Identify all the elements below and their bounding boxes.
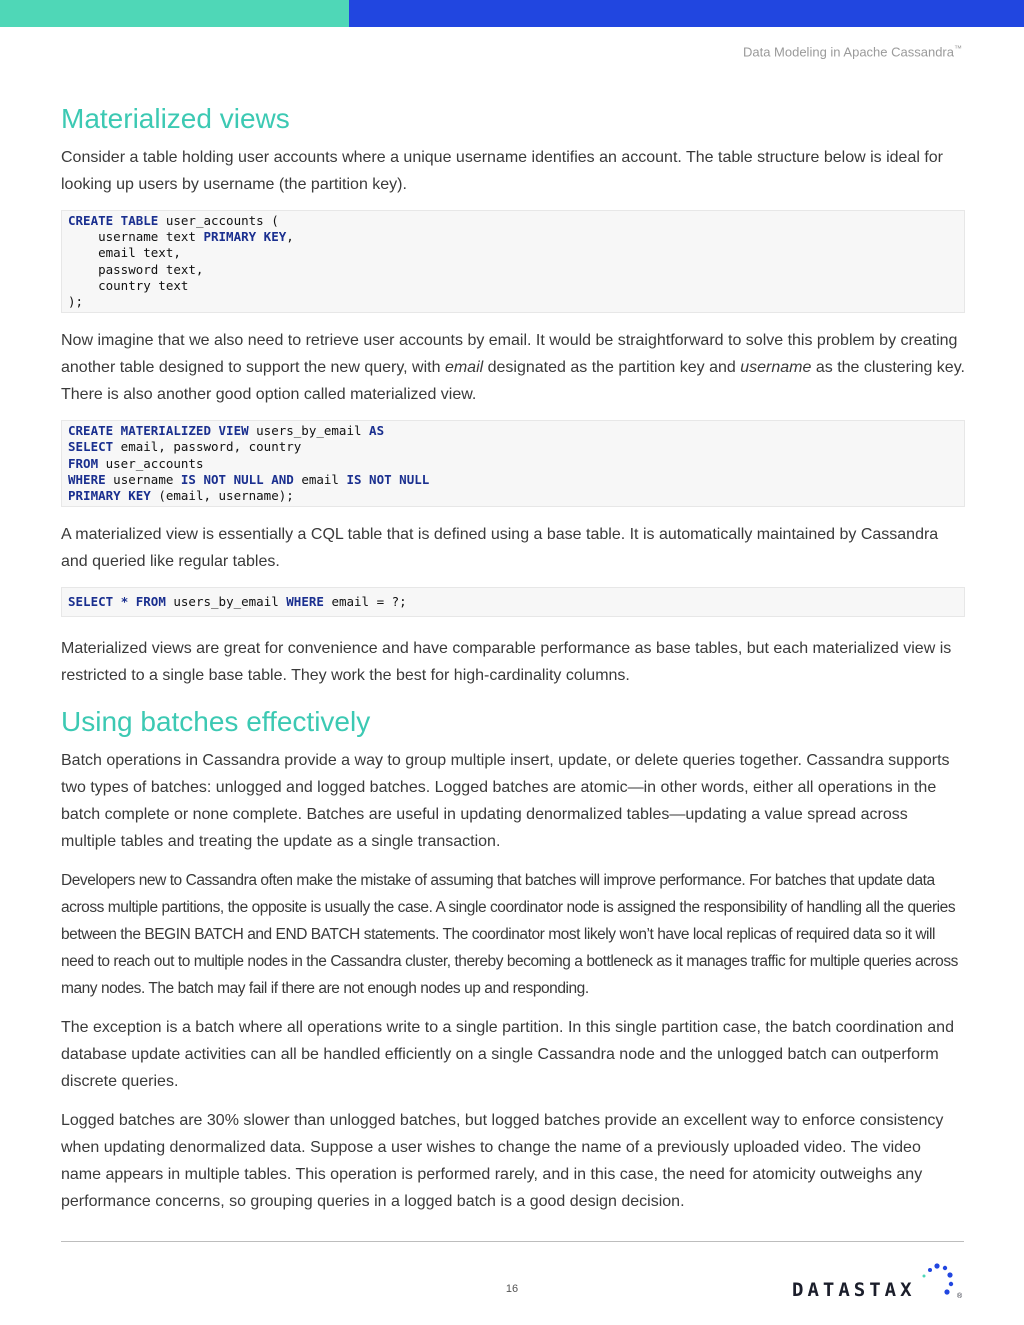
logo-dots-icon	[920, 1262, 960, 1298]
paragraph: Developers new to Cassandra often make the mistake of assuming that batches will improve performance. For batches that update data across multiple partitions, the opposite is usually the case. A single coordinator node is assigned the responsibility of handling all the queries between the BEGIN BATCH and END BATCH statements. The coordinator most likely won’t have local replicas of required data so it will need to reach out to multiple nodes in the Cassandra cluster, thereby becoming a bottleneck as it manages traffic for multiple queries across many nodes. The batch may fail if there are not enough nodes up and responding.	[61, 872, 958, 998]
code-keyword: WHERE	[68, 471, 106, 487]
code-line	[68, 594, 958, 610]
code-keyword: PRIMARY KEY	[68, 487, 151, 503]
code-text: email, password, country	[113, 439, 302, 455]
code-line	[68, 456, 958, 472]
code-keyword: IS NOT NULL AND	[180, 471, 294, 487]
top-bar-blue-segment	[349, 0, 1024, 27]
code-line	[68, 213, 958, 229]
code-keyword: CREATE MATERIALIZED VIEW	[68, 423, 249, 439]
code-text: user_accounts	[98, 455, 204, 471]
code-text	[113, 594, 121, 609]
code-text: username text	[68, 229, 204, 245]
code-keyword: CREATE TABLE	[68, 213, 159, 228]
code-keyword: FROM	[68, 455, 99, 471]
code-text: password text,	[68, 261, 204, 277]
paragraph: Now imagine that we also need to retrieve user accounts by email. It would be straightforward to solve this problem by creating another table designed to support the new query, with email designated as the partition key and username as the clustering key. There is also another good option called materialized view.	[61, 332, 965, 404]
page-number: 16	[505, 1283, 519, 1295]
code-keyword: SELECT	[68, 594, 114, 610]
emphasis-email: email	[444, 359, 484, 377]
code-block-create-table	[61, 210, 965, 313]
code-keyword: IS NOT NULL	[346, 471, 430, 487]
code-keyword: *	[120, 594, 129, 610]
paragraph: Materialized views are great for convenience and have comparable performance as base tables, but each materialized view is restricted to a single base table. They work the best for high-cardinality columns.	[61, 640, 952, 685]
paragraph: The exception is a batch where all operations write to a single partition. In this single partition case, the batch coordination and database update activities can all be handled efficiently on a single Cassandra node and the unlogged batch can outperform discrete queries.	[61, 1019, 954, 1091]
code-line	[68, 229, 958, 245]
code-text: users_by_email	[165, 594, 287, 610]
code-line	[68, 472, 958, 488]
code-keyword: SELECT	[68, 439, 114, 455]
code-block-select	[61, 587, 965, 617]
code-line	[68, 294, 958, 310]
code-text: username	[105, 471, 181, 487]
code-line	[68, 245, 958, 261]
code-line	[68, 423, 958, 439]
code-text: email	[293, 471, 347, 487]
code-keyword: FROM	[135, 594, 166, 610]
running-header: Data Modeling in Apache Cassandra™	[742, 44, 962, 60]
code-text: users_by_email	[248, 423, 370, 439]
emphasis-username: username	[740, 359, 812, 377]
logo-wordmark: DATASTAX	[792, 1279, 916, 1301]
code-keyword: AS	[369, 423, 385, 439]
code-text: user_accounts (	[158, 213, 279, 228]
code-text: email = ?;	[323, 594, 407, 610]
paragraph: Batch operations in Cassandra provide a way to group multiple insert, update, or delete queries together. Cassandra supports two types of batches: unlogged and logged batches. Logged batches are atomic—in other words, either all operations in the batch complete or none complete. Batches are useful in updating denormalized tables—updating a value spread across multiple tables and treating the update as a single transaction.	[61, 752, 950, 851]
code-block-materialized-view	[61, 420, 965, 507]
section-title-using-batches: Using batches effectively	[61, 706, 371, 738]
code-text: );	[68, 293, 84, 309]
code-line	[68, 262, 958, 278]
code-keyword: PRIMARY KEY	[203, 229, 287, 245]
paragraph: Consider a table holding user accounts where a unique username identifies an account. The table structure below is ideal for looking up users by username (the partition key).	[61, 149, 944, 193]
page-content	[61, 100, 965, 1227]
code-text	[128, 594, 136, 609]
code-text: (email, username);	[150, 487, 294, 503]
code-text: country text	[68, 277, 189, 293]
top-bar-teal-segment	[0, 0, 349, 27]
code-text: ,	[286, 229, 294, 245]
code-line	[68, 439, 958, 455]
footer-divider	[61, 1241, 964, 1242]
code-line	[68, 278, 958, 294]
paragraph: Logged batches are 30% slower than unlogged batches, but logged batches provide an excellent way to enforce consistency when updating denormalized data. Suppose a user wishes to change the name of a previously uploaded video. The video name appears in multiple tables. This operation is performed rarely, and in this case, the need for atomicity outweighs any performance concerns, so grouping queries in a logged batch is a good design decision.	[61, 1112, 944, 1211]
paragraph: A materialized view is essentially a CQL table that is defined using a base table. It is automatically maintained by Cassandra and queried like regular tables.	[61, 526, 939, 571]
datastax-logo: DATASTAX ®	[792, 1262, 967, 1302]
top-color-bar	[0, 0, 1024, 27]
code-keyword: WHERE	[286, 594, 324, 610]
section-title-materialized-views: Materialized views	[61, 103, 290, 134]
code-line	[68, 488, 958, 504]
code-text: email text,	[68, 245, 181, 261]
